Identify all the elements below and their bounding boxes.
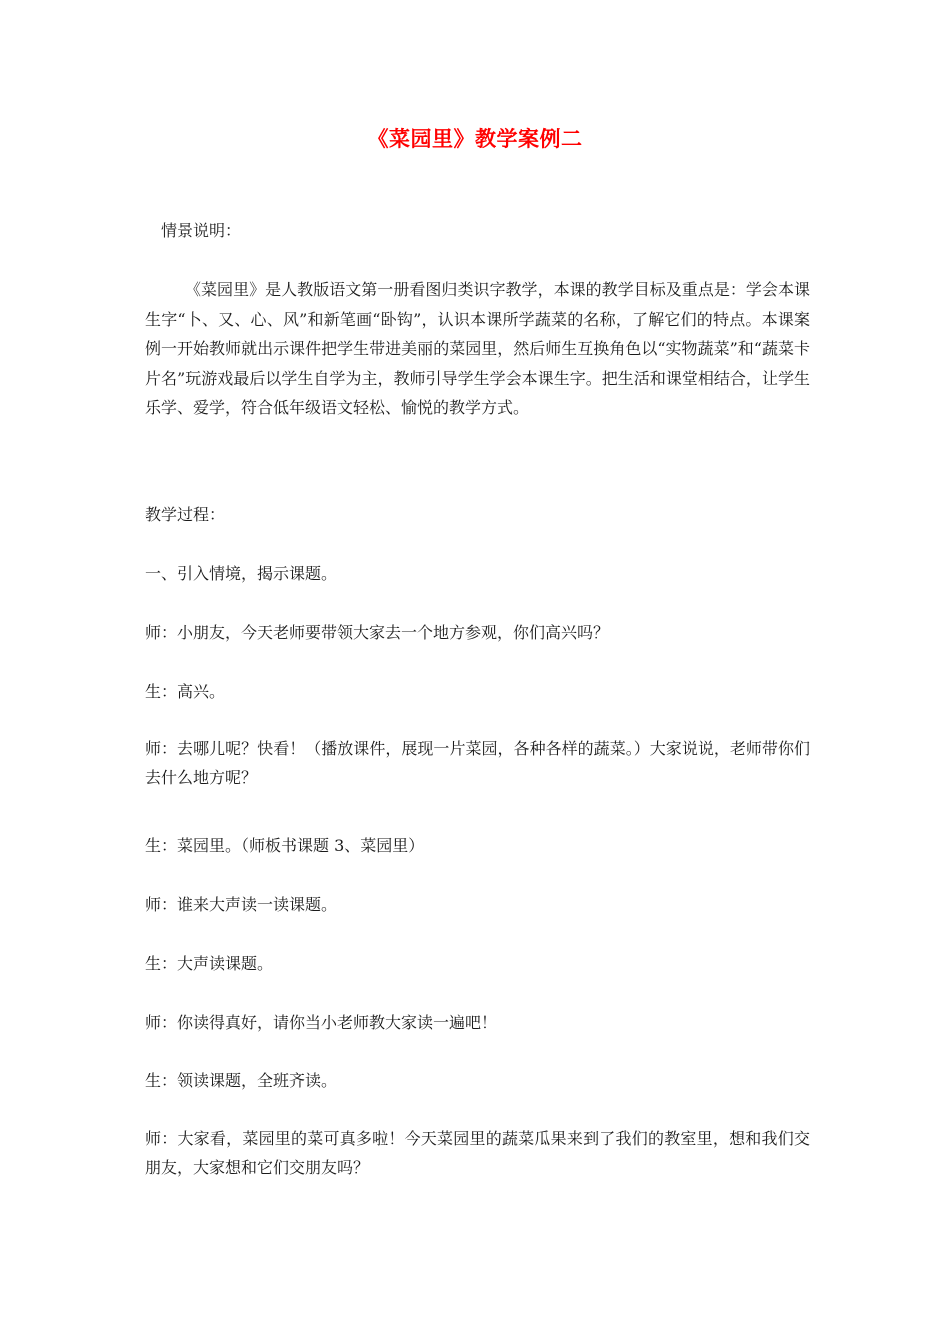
dialogue-line: 生：菜园里。（师板书课题 3、菜园里） — [145, 836, 425, 855]
process-heading: 教学过程： — [145, 505, 226, 524]
section-one-heading: 一、引入情境，揭示课题。 — [145, 564, 338, 583]
dialogue-line: 师：你读得真好，请你当小老师教大家读一遍吧！ — [145, 1013, 498, 1032]
dialogue-line: 生：领读课题，全班齐读。 — [145, 1071, 338, 1090]
document-title: 《菜园里》教学案例二 — [367, 126, 583, 151]
scene-heading: 情景说明： — [161, 221, 242, 240]
dialogue-line: 生：大声读课题。 — [145, 954, 274, 973]
intro-paragraph: 《菜园里》是人教版语文第一册看图归类识字教学，本课的教学目标及重点是：学会本课生字“卜、又、心、风”和新笔画“卧钩”，认识本课所学蔬菜的名称，了解它们的特点。本课案例一开始教师就出示课件把学生带进美丽的菜园里，然后师生互换角色以“实物蔬菜”和“蔬菜卡片名”玩游戏最后以学生自学为主，教师引导学生学会本课生字。把生活和课堂相结合，让学生乐学、爱学，符合低年级语文轻松、愉悦的教学方式。 — [145, 280, 810, 417]
dialogue-line: 师：去哪儿呢？快看！（播放课件，展现一片菜园，各种各样的蔬菜。）大家说说，老师带你们去什么地方呢？ — [145, 739, 810, 787]
dialogue-line: 师：谁来大声读一读课题。 — [145, 895, 338, 914]
dialogue-line: 生：高兴。 — [145, 682, 226, 701]
dialogue-line: 师：大家看，菜园里的菜可真多啦！今天菜园里的蔬菜瓜果来到了我们的教室里，想和我们交朋友，大家想和它们交朋友吗？ — [145, 1129, 810, 1177]
dialogue-line: 师：小朋友，今天老师要带领大家去一个地方参观，你们高兴吗？ — [145, 623, 610, 642]
